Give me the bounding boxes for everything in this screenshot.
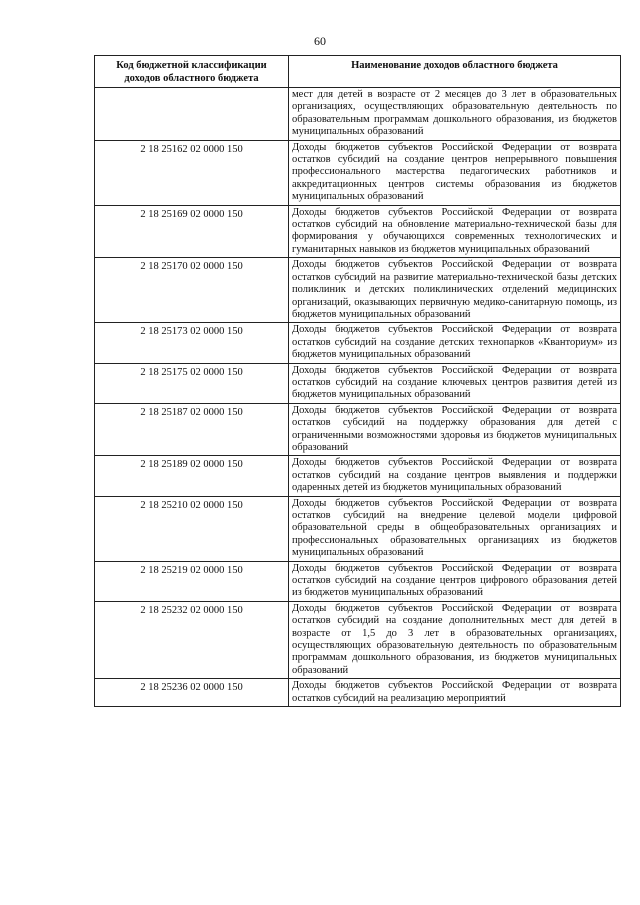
table-row	[95, 601, 621, 678]
row-name: Доходы бюджетов субъектов Российской Федерации от возврата остатков субсидий на внедрение целевой модели цифровой образовательной среды в общеобразовательных организациях и профессиональных образовательных организациях из бюджетов муниципальных образований	[289, 496, 621, 561]
table-row	[95, 679, 621, 707]
row-name: Доходы бюджетов субъектов Российской Федерации от возврата остатков субсидий на реализацию мероприятий	[289, 679, 621, 707]
row-name: Доходы бюджетов субъектов Российской Федерации от возврата остатков субсидий на поддержку образования для детей с ограниченными возможностями здоровья из бюджетов муниципальных образований	[289, 403, 621, 456]
header-code: Код бюджетной классификации доходов областного бюджета	[95, 56, 289, 88]
row-name: мест для детей в возрасте от 2 месяцев до 3 лет в образовательных организациях, осуществляющих образовательную деятельность по образовательным программам дошкольного образования, из бюджетов муниципальных образований	[289, 88, 621, 141]
row-name: Доходы бюджетов субъектов Российской Федерации от возврата остатков субсидий на создание центров цифрового образования детей из бюджетов муниципальных образований	[289, 561, 621, 601]
table-row	[95, 205, 621, 258]
table-row	[95, 323, 621, 363]
row-code	[95, 88, 289, 141]
table-row	[95, 258, 621, 323]
table-row	[95, 88, 621, 141]
row-code: 2 18 25232 02 0000 150	[95, 601, 289, 678]
row-code: 2 18 25162 02 0000 150	[95, 140, 289, 205]
row-code: 2 18 25169 02 0000 150	[95, 205, 289, 258]
page-number: 60	[314, 34, 326, 48]
row-code: 2 18 25210 02 0000 150	[95, 496, 289, 561]
row-name: Доходы бюджетов субъектов Российской Федерации от возврата остатков субсидий на создание детских технопарков «Кванториум» из бюджетов муниципальных образований	[289, 323, 621, 363]
row-code: 2 18 25170 02 0000 150	[95, 258, 289, 323]
row-name: Доходы бюджетов субъектов Российской Федерации от возврата остатков субсидий на создание центров непрерывного повышения профессионального мастерства педагогических работников и аккредитационных центров системы образования из бюджетов муниципальных образований	[289, 140, 621, 205]
table-row	[95, 403, 621, 456]
row-name: Доходы бюджетов субъектов Российской Федерации от возврата остатков субсидий на развитие материально-технической базы детских поликлиник и детских поликлинических отделений медицинских организаций, оказывающих первичную медико-санитарную помощь, из бюджетов муниципальных образований	[289, 258, 621, 323]
row-code: 2 18 25236 02 0000 150	[95, 679, 289, 707]
row-name: Доходы бюджетов субъектов Российской Федерации от возврата остатков субсидий на создание ключевых центров развития детей из бюджетов муниципальных образований	[289, 363, 621, 403]
row-code: 2 18 25175 02 0000 150	[95, 363, 289, 403]
row-name: Доходы бюджетов субъектов Российской Федерации от возврата остатков субсидий на создание дополнительных мест для детей в возрасте от 1,5 до 3 лет в образовательных организациях, осуществляющих образовательную деятельность по образовательным программам дошкольного образования, из бюджетов муниципальных образований	[289, 601, 621, 678]
table-row	[95, 496, 621, 561]
row-code: 2 18 25219 02 0000 150	[95, 561, 289, 601]
row-name: Доходы бюджетов субъектов Российской Федерации от возврата остатков субсидий на создание центров выявления и поддержки одаренных детей из бюджетов муниципальных образований	[289, 456, 621, 496]
row-code: 2 18 25187 02 0000 150	[95, 403, 289, 456]
row-code: 2 18 25173 02 0000 150	[95, 323, 289, 363]
table-row	[95, 363, 621, 403]
table-header-row	[95, 56, 621, 88]
row-name: Доходы бюджетов субъектов Российской Федерации от возврата остатков субсидий на обновление материально-технической базы для формирования у обучающихся современных технологических и гуманитарных навыков из бюджетов муниципальных образований	[289, 205, 621, 258]
header-name: Наименование доходов областного бюджета	[289, 56, 621, 88]
table-row	[95, 140, 621, 205]
table-row	[95, 561, 621, 601]
budget-classification-table	[94, 55, 621, 707]
table-row	[95, 456, 621, 496]
row-code: 2 18 25189 02 0000 150	[95, 456, 289, 496]
